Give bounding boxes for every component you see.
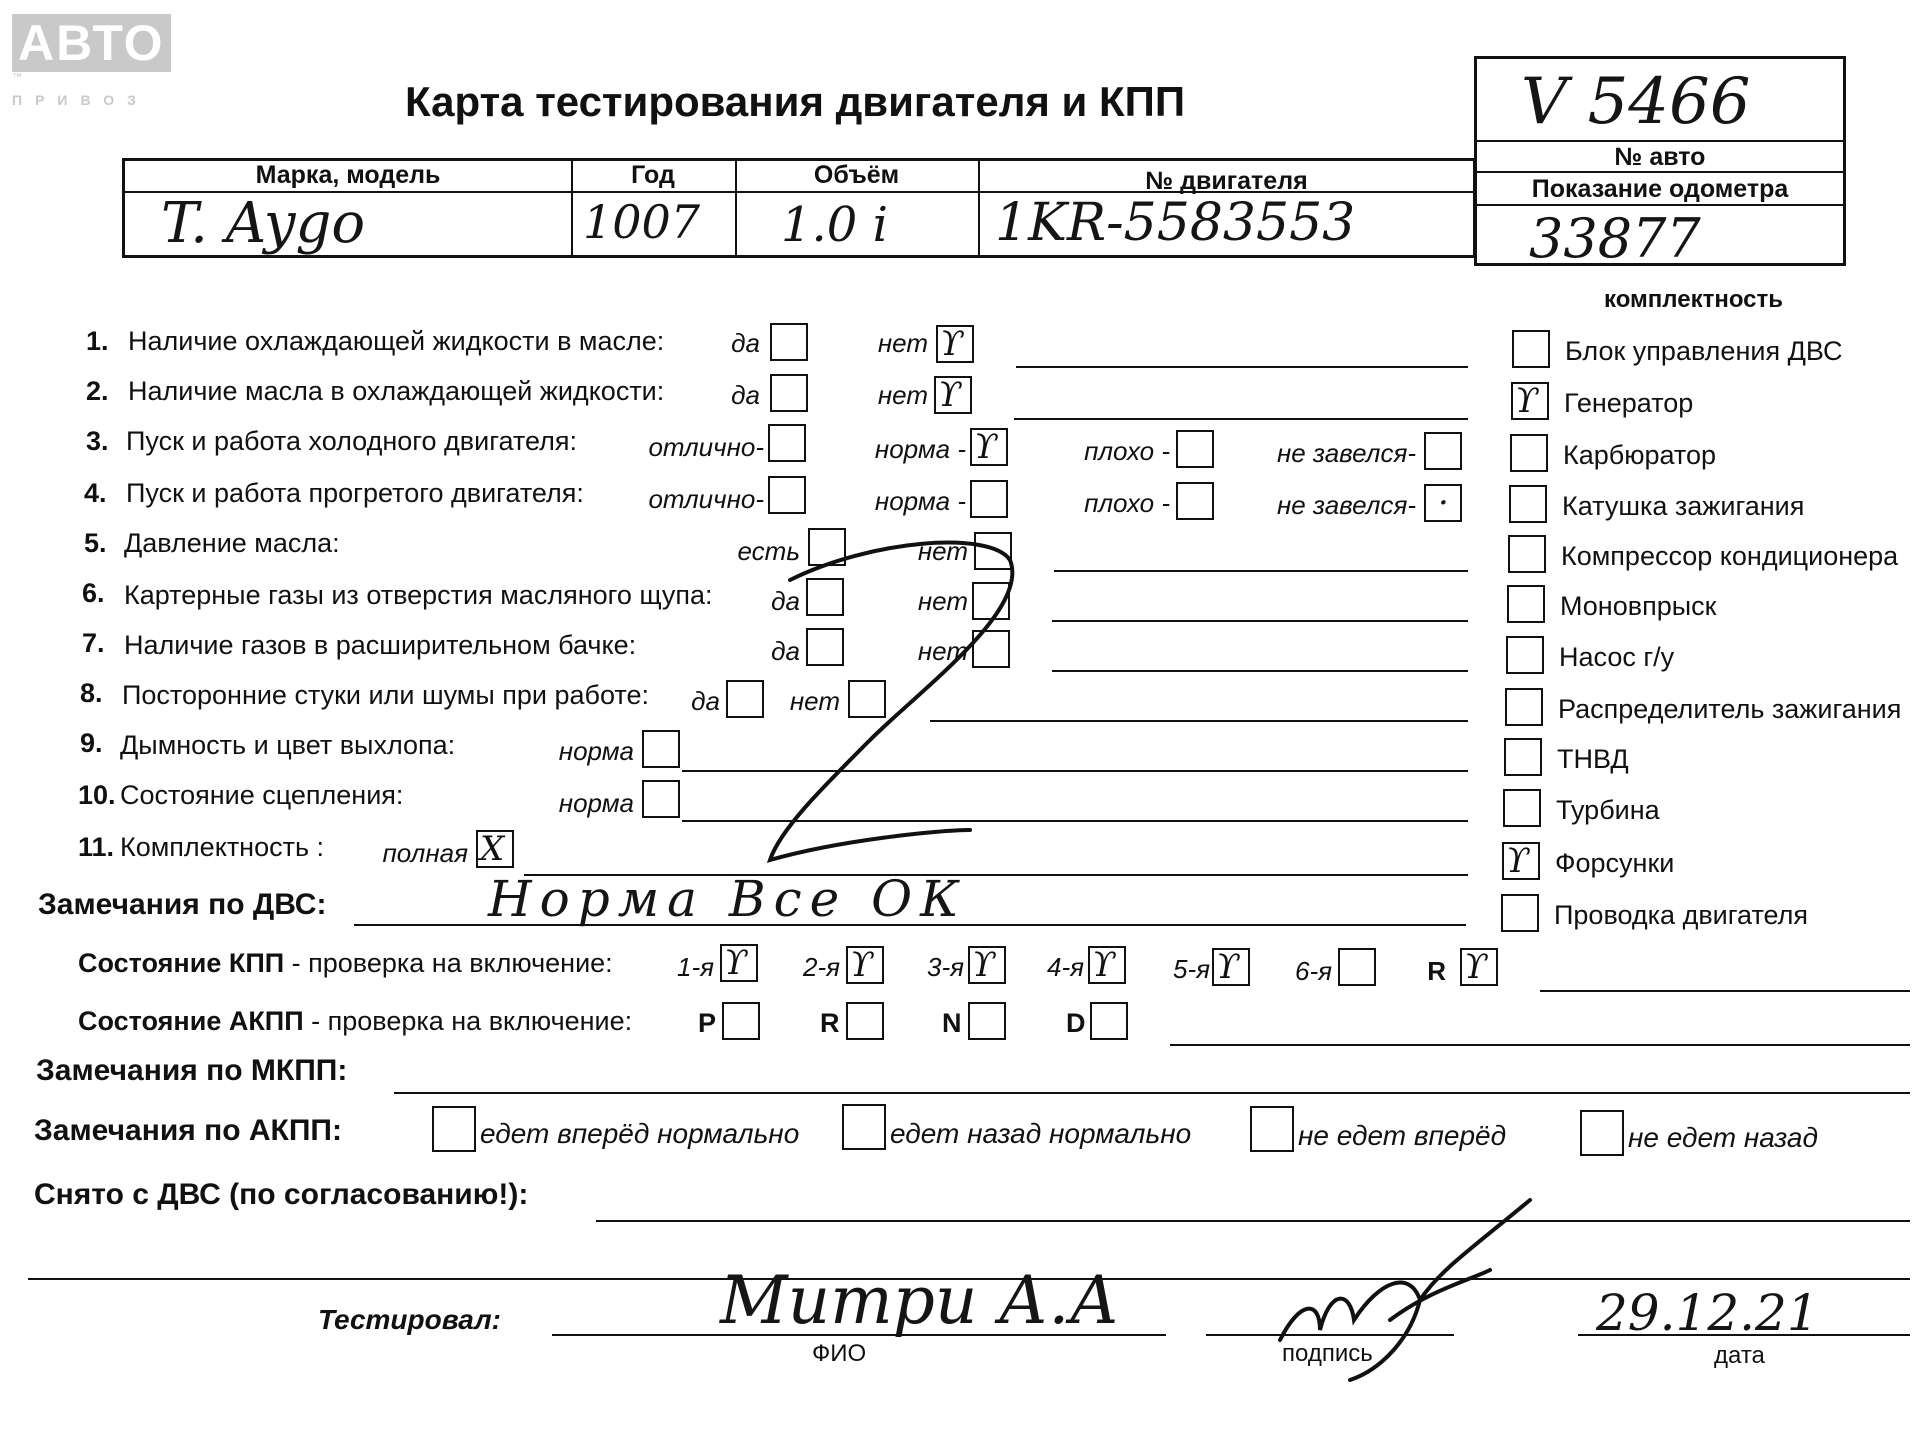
q6-opt-yes: да [771, 586, 800, 616]
kpp-gear-6-checkbox[interactable] [1338, 948, 1376, 986]
kpp-gear-3-label: 3-я [926, 952, 964, 982]
akpp-remark-backward-ok-label: едет назад нормально [890, 1118, 1192, 1149]
plate-label: № авто [1614, 143, 1706, 171]
q9-text: Дымность и цвет выхлопа: [120, 730, 456, 760]
dvs-remarks-label: Замечания по ДВС: [38, 888, 327, 921]
date-value[interactable]: 29.12.21 [1596, 1284, 1819, 1342]
kit-checkbox-ecu[interactable] [1512, 330, 1550, 368]
q4-checkbox-bad[interactable] [1176, 482, 1214, 520]
kit-checkbox-turbine[interactable] [1503, 789, 1541, 827]
q2-checkbox-no[interactable]: ϒ [934, 376, 972, 414]
akpp-mode-d-checkbox[interactable] [1090, 1002, 1128, 1040]
q3-checkbox-excellent[interactable] [768, 424, 806, 462]
q11-num: 11. [78, 832, 115, 862]
akpp-mode-d-label: D [1066, 1008, 1086, 1038]
akpp-remark-forward-ok-label: едет вперёд нормально [480, 1118, 800, 1149]
year-value: 1007 [583, 195, 701, 249]
q7-num: 7. [82, 628, 105, 658]
kit-label-ecu: Блок управления ДВС [1565, 336, 1843, 366]
kpp-gear-1-label: 1-я [676, 952, 714, 982]
crossout-stroke [760, 530, 1050, 870]
q9-num: 9. [80, 728, 103, 758]
model-value: T. Aygo [161, 191, 366, 256]
removed-label: Снято с ДВС (по согласованию!): [34, 1178, 529, 1211]
q1-opt-no: нет [877, 328, 928, 358]
kit-label-injectors: Форсунки [1555, 848, 1675, 878]
kit-label-distributor: Распределитель зажигания [1558, 694, 1902, 724]
signature-caption: подпись [1282, 1340, 1373, 1367]
q5-text: Давление масла: [124, 528, 340, 558]
mkpp-remarks-label: Замечания по МКПП: [36, 1054, 348, 1087]
q1-num: 1. [86, 326, 109, 356]
akpp-mode-p-label: P [698, 1008, 717, 1038]
kit-checkbox-injectors[interactable]: ϒ [1502, 842, 1540, 880]
q3-opt-excellent: отлично- [648, 432, 764, 462]
q7-text: Наличие газов в расширительном бачке: [124, 630, 637, 660]
q7-opt-yes: да [771, 636, 800, 666]
kit-checkbox-ignition-coil[interactable] [1509, 485, 1547, 523]
q6-text: Картерные газы из отверстия масляного щупа: [124, 580, 713, 610]
akpp-mode-n-label: N [942, 1008, 962, 1038]
q3-checkbox-bad[interactable] [1176, 430, 1214, 468]
akpp-remark-no-forward-label: не едет вперёд [1298, 1120, 1507, 1151]
dvs-remarks-value[interactable]: Норма Все ОК [488, 870, 967, 928]
q4-checkbox-no-start[interactable]: · [1424, 484, 1462, 522]
kpp-label-rest: - проверка на включение: [284, 948, 613, 978]
kit-checkbox-carburetor[interactable] [1510, 434, 1548, 472]
plate-box [1474, 56, 1846, 270]
q1-checkbox-no[interactable]: ϒ [936, 325, 974, 363]
q4-text: Пуск и работа прогретого двигателя: [126, 478, 584, 508]
akpp-label [78, 1006, 632, 1037]
logo-sub: ПРИВОЗ [12, 92, 149, 108]
q8-opt-yes: да [691, 686, 720, 716]
q11-opt-full: полная [382, 838, 468, 868]
kit-checkbox-ac-compressor[interactable] [1508, 535, 1546, 573]
akpp-label-bold: Состояние АКПП [78, 1006, 304, 1036]
kit-label-engine-wiring: Проводка двигателя [1554, 900, 1808, 930]
brand-logo [12, 14, 165, 108]
kit-label-carburetor: Карбюратор [1563, 440, 1717, 470]
akpp-mode-r-label: R [820, 1008, 840, 1038]
kpp-label [78, 948, 613, 979]
akpp-mode-p-checkbox[interactable] [722, 1002, 760, 1040]
q2-num: 2. [86, 376, 109, 406]
engine-number-value: 1KR-5583553 [995, 193, 1356, 253]
kit-label-ignition-coil: Катушка зажигания [1562, 491, 1805, 521]
q10-opt-normal: норма [558, 788, 634, 818]
q3-opt-no-start: не завелся- [1276, 438, 1416, 468]
kit-label-generator: Генератор [1564, 388, 1694, 418]
q4-checkbox-excellent[interactable] [768, 476, 806, 514]
tested-label: Тестировал: [318, 1304, 501, 1335]
kpp-label-bold: Состояние КПП [78, 948, 285, 978]
q3-checkbox-normal[interactable]: ϒ [970, 428, 1008, 466]
q3-checkbox-no-start[interactable] [1424, 432, 1462, 470]
q7-opt-no: нет [917, 636, 968, 666]
q10-text: Состояние сцепления: [120, 780, 404, 810]
q2-opt-no: нет [877, 380, 928, 410]
kpp-gear-4-label: 4-я [1046, 952, 1084, 982]
q1-text: Наличие охлаждающей жидкости в масле: [128, 326, 665, 356]
q10-checkbox-normal[interactable] [642, 780, 680, 818]
q5-opt-yes: есть [737, 536, 800, 566]
akpp-remark-no-backward-checkbox[interactable] [1580, 1110, 1624, 1156]
kit-checkbox-injection-pump[interactable] [1504, 738, 1542, 776]
kpp-gear-3-checkbox[interactable]: ϒ [968, 946, 1006, 984]
akpp-remark-no-forward-checkbox[interactable] [1250, 1106, 1294, 1152]
plate-value: V 5466 [1521, 65, 1751, 139]
q4-num: 4. [84, 478, 107, 508]
akpp-mode-r-checkbox[interactable] [846, 1002, 884, 1040]
akpp-label-rest: - проверка на включение: [303, 1006, 633, 1036]
q11-text: Комплектность : [120, 832, 325, 862]
col-year-label: Год [631, 161, 675, 189]
kit-checkbox-generator[interactable]: ϒ [1511, 382, 1549, 420]
akpp-remark-forward-ok-checkbox[interactable] [432, 1106, 476, 1152]
kit-checkbox-monoinjection[interactable] [1507, 585, 1545, 623]
q2-text: Наличие масла в охлаждающей жидкости: [128, 376, 665, 406]
q3-opt-normal: норма - [874, 434, 966, 464]
q1-opt-yes: да [731, 328, 760, 358]
kpp-gear-r-label: R [1427, 956, 1446, 986]
q5-num: 5. [84, 528, 107, 558]
q8-num: 8. [80, 678, 103, 708]
q8-opt-no: нет [789, 686, 840, 716]
akpp-remark-no-backward-label: не едет назад [1628, 1122, 1818, 1153]
col-model-label: Марка, модель [255, 161, 441, 189]
kit-checkbox-engine-wiring[interactable] [1501, 894, 1539, 932]
kit-label-ac-compressor: Компрессор кондиционера [1561, 541, 1899, 571]
odometer-label: Показание одометра [1531, 175, 1789, 203]
kpp-gear-5-label: 5-я [1172, 954, 1210, 984]
name-caption: ФИО [812, 1340, 867, 1367]
kit-label-monoinjection: Моновпрыск [1560, 591, 1717, 621]
q4-opt-excellent: отлично- [648, 484, 764, 514]
odometer-value: 33877 [1529, 207, 1701, 270]
q2-opt-yes: да [731, 380, 760, 410]
kpp-gear-2-checkbox[interactable]: ϒ [846, 946, 884, 984]
kpp-gear-4-checkbox[interactable]: ϒ [1088, 946, 1126, 984]
q1-checkbox-yes[interactable] [770, 323, 808, 361]
kit-title: комплектность [1604, 286, 1784, 313]
q9-checkbox-normal[interactable] [642, 730, 680, 768]
q4-opt-no-start: не завелся- [1276, 490, 1416, 520]
q4-checkbox-normal[interactable] [970, 480, 1008, 518]
kit-checkbox-power-steering-pump[interactable] [1506, 636, 1544, 674]
kpp-gear-5-checkbox[interactable]: ϒ [1212, 948, 1250, 986]
kpp-gear-1-checkbox[interactable]: ϒ [720, 944, 758, 982]
q10-num: 10. [78, 780, 116, 810]
logo-main: АВТО [12, 14, 171, 72]
q3-opt-bad: плохо - [1084, 436, 1170, 466]
kpp-gear-r-checkbox[interactable]: ϒ [1460, 948, 1498, 986]
q3-text: Пуск и работа холодного двигателя: [126, 426, 577, 456]
kit-label-turbine: Турбина [1556, 795, 1660, 825]
col-volume-label: Объём [813, 161, 900, 189]
q8-text: Посторонние стуки или шумы при работе: [122, 680, 649, 710]
akpp-remark-backward-ok-checkbox[interactable] [842, 1104, 886, 1150]
q4-opt-bad: плохо - [1084, 488, 1170, 518]
kpp-gear-2-label: 2-я [802, 952, 840, 982]
q5-opt-no: нет [917, 536, 968, 566]
q9-opt-normal: норма [558, 736, 634, 766]
q11-checkbox-full[interactable]: X [476, 830, 514, 868]
kit-checkbox-distributor[interactable] [1505, 688, 1543, 726]
logo-tm: ™ [12, 72, 22, 83]
kit-label-power-steering-pump: Насос г/у [1559, 642, 1675, 672]
date-caption: дата [1714, 1342, 1765, 1369]
tester-name-value[interactable]: Митри А.А [720, 1262, 1120, 1339]
q6-num: 6. [82, 578, 105, 608]
kpp-gear-6-label: 6-я [1294, 956, 1332, 986]
volume-value: 1.0 i [781, 197, 888, 253]
q3-num: 3. [86, 426, 109, 456]
akpp-remarks-label: Замечания по АКПП: [34, 1114, 342, 1147]
col-engine-label: № двигателя [1145, 167, 1308, 195]
akpp-mode-n-checkbox[interactable] [968, 1002, 1006, 1040]
q6-opt-no: нет [917, 586, 968, 616]
page-title: Карта тестирования двигателя и КПП [405, 78, 1186, 125]
q4-opt-normal: норма - [874, 486, 966, 516]
vehicle-table [122, 158, 1476, 258]
kit-label-injection-pump: ТНВД [1557, 744, 1629, 774]
q2-checkbox-yes[interactable] [770, 374, 808, 412]
